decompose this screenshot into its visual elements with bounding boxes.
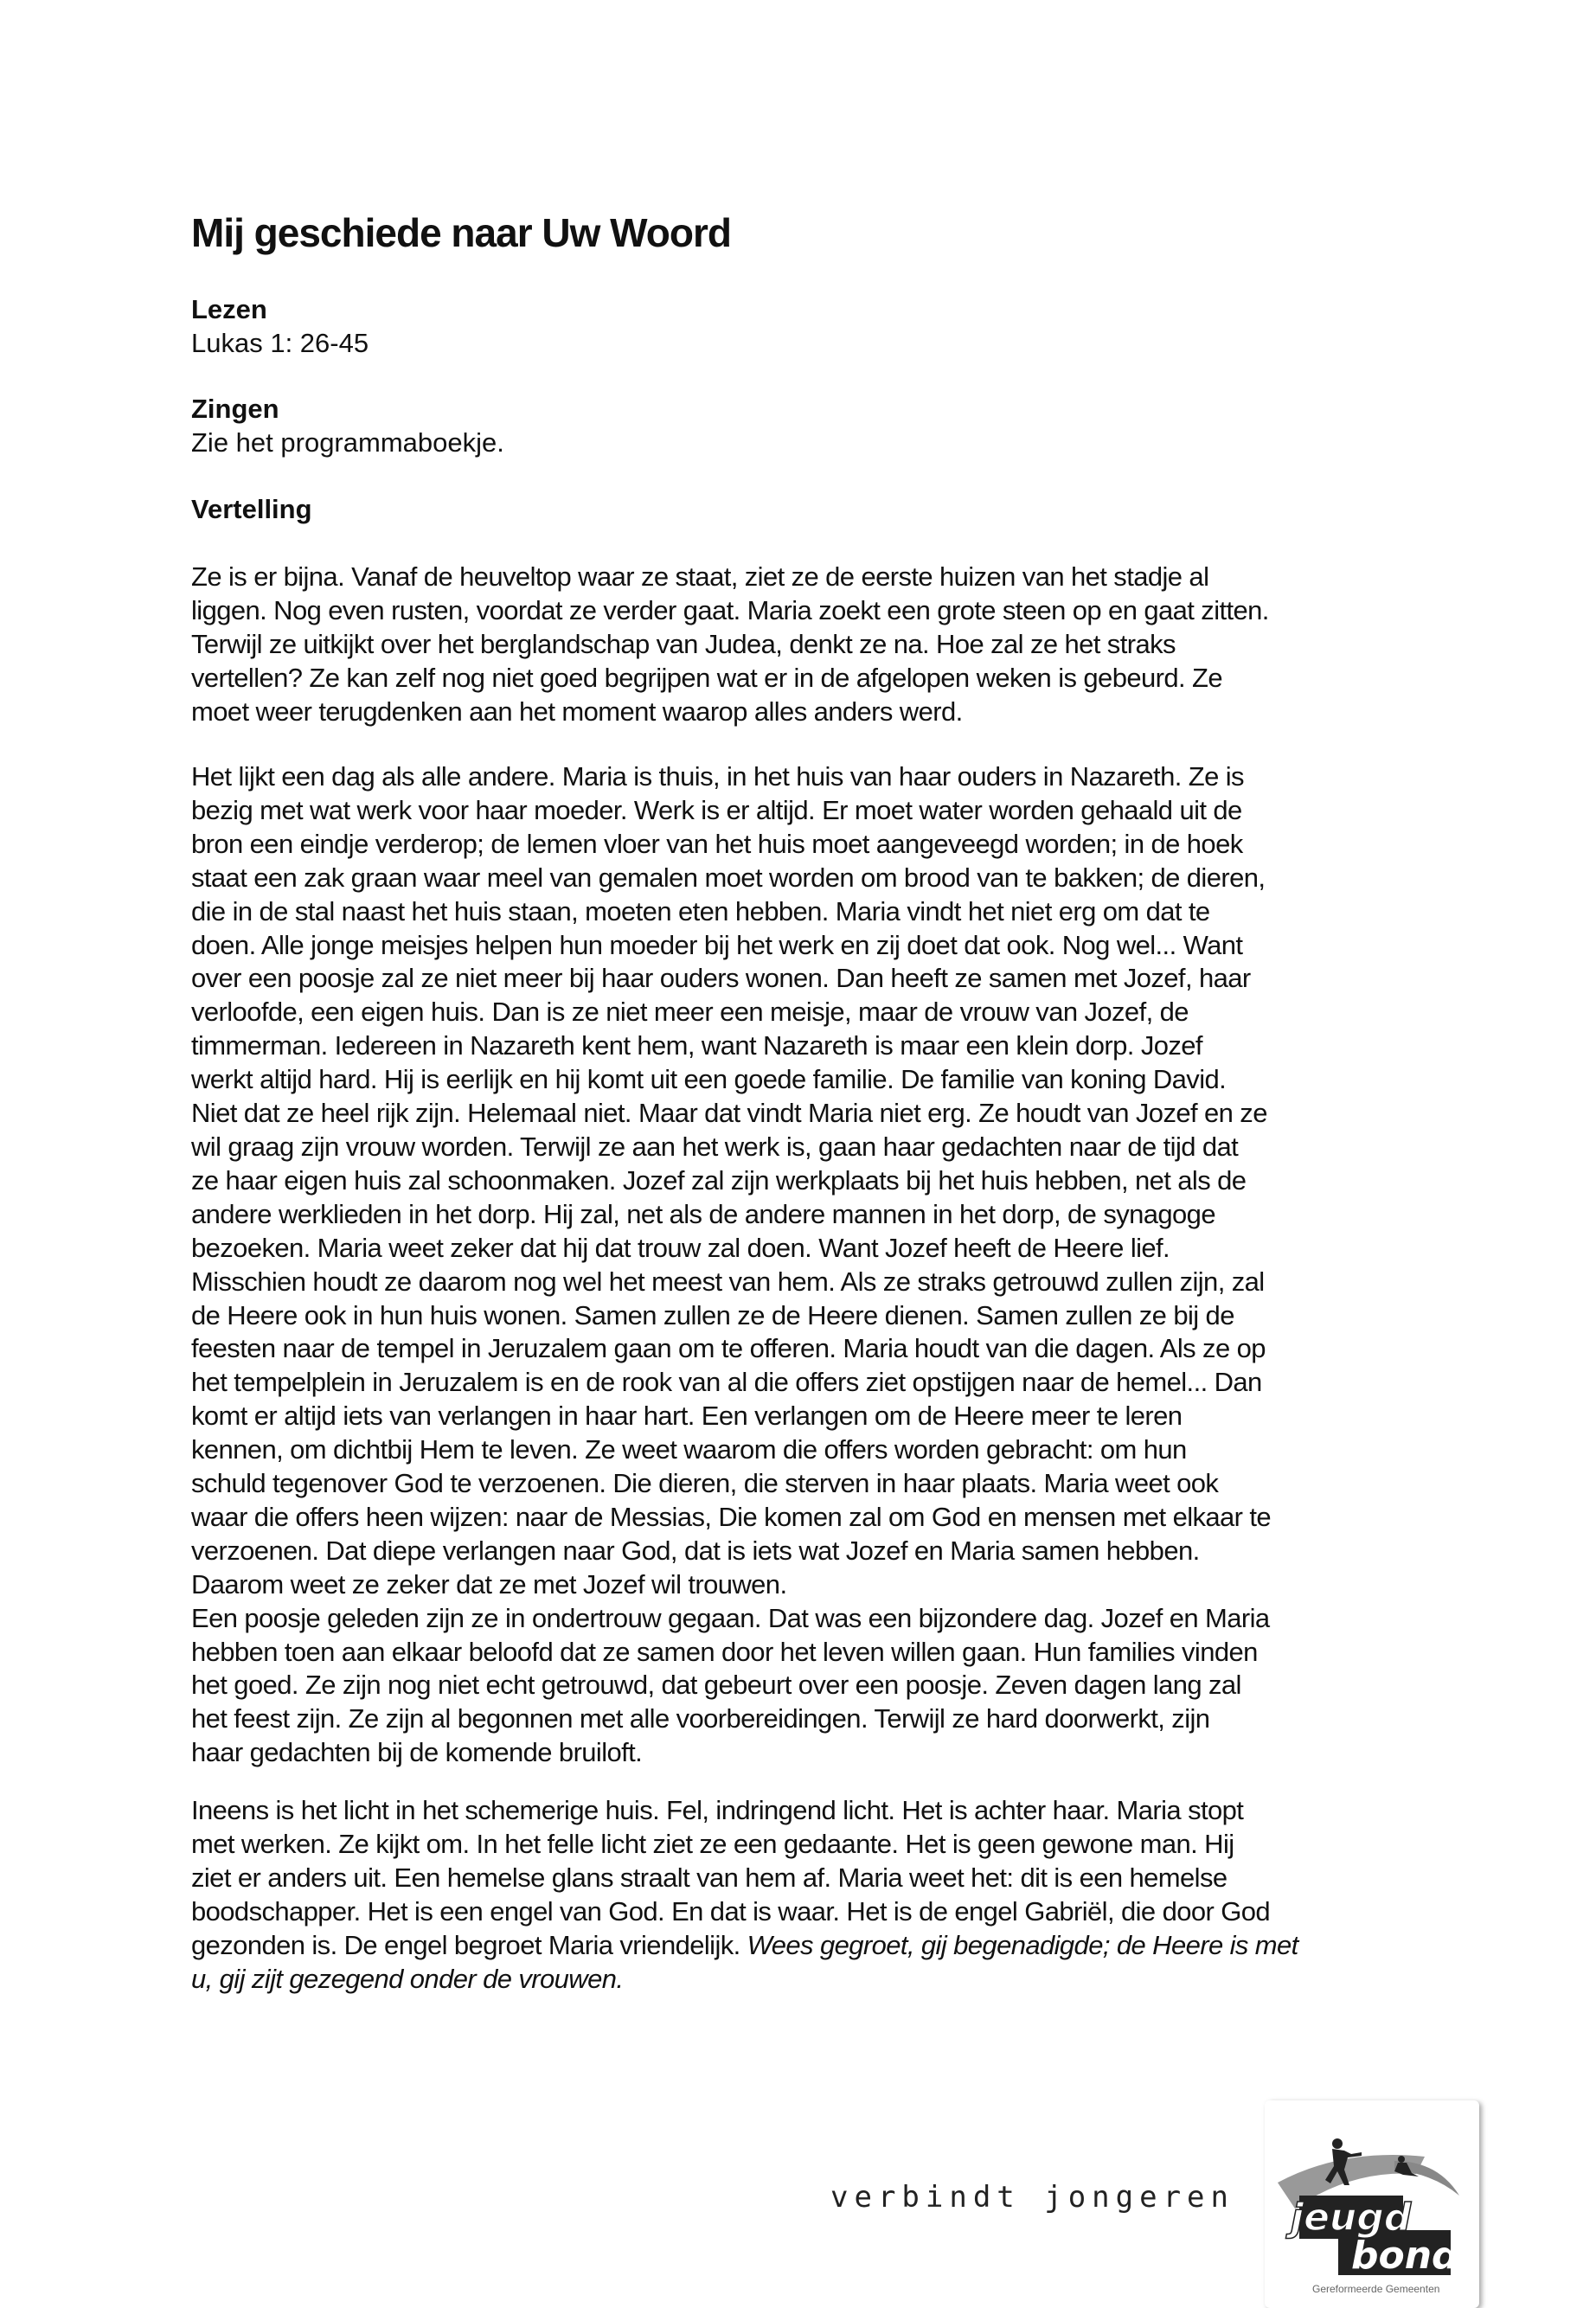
slogan: verbindt jongeren [830, 2180, 1234, 2215]
text-line: vertellen? Ze kan zelf nog niet goed begrijpen wat er in de afgelopen weken is gebeurd. Ze [191, 662, 1222, 693]
quote-text: Wees gegroet, gij begenadigde; de Heere is met [747, 1929, 1298, 1960]
text-line: ze haar eigen huis zal schoonmaken. Jozef zal zijn werkplaats bij het huis hebben, net als de [191, 1164, 1247, 1196]
paragraph-1 [191, 561, 1269, 729]
text-line: bron een eindje verderop; de lemen vloer van het huis moet aangeveegd worden; in de hoek [191, 828, 1243, 859]
text-line: Daarom weet ze zeker dat ze met Jozef wil trouwen. [191, 1568, 787, 1600]
text-line: het tempelplein in Jeruzalem is en de rook van al die offers ziet opstijgen naar de hemel... Dan [191, 1367, 1262, 1398]
text-line: Niet dat ze heel rijk zijn. Helemaal niet. Maar dat vindt Maria niet erg. Ze houdt van Jozef en ze [191, 1098, 1267, 1129]
text-line: Ze is er bijna. Vanaf de heuveltop waar ze staat, ziet ze de eerste huizen van het stadje al [191, 561, 1209, 592]
paragraph-3 [191, 1794, 1298, 1996]
text-line: doen. Alle jonge meisjes helpen hun moeder bij het werk en zij doet dat ook. Nog wel... Want [191, 929, 1243, 960]
paragraph-2 [191, 760, 1271, 1770]
logo-subtitle: Gereformeerde Gemeenten [1312, 2283, 1440, 2295]
text-line: schuld tegenover God te verzoenen. Die dieren, die sterven in haar plaats. Maria weet ook [191, 1468, 1219, 1499]
text-line: Een poosje geleden zijn ze in ondertrouw gegaan. Dat was een bijzondere dag. Jozef en Maria [191, 1602, 1270, 1633]
text-line: ziet er anders uit. Een hemelse glans straalt van hem af. Maria weet het: dit is een hemelse [191, 1862, 1227, 1893]
text-line: haar gedachten bij de komende bruiloft. [191, 1737, 643, 1768]
text-line: verzoenen. Dat diepe verlangen naar God, dat is iets wat Jozef en Maria samen hebben. [191, 1535, 1200, 1566]
text-line: staat een zak graan waar meel van gemalen moet worden om brood van te bakken; de dieren, [191, 862, 1266, 893]
text-line: waar die offers heen wijzen: naar de Messias, Die komen zal om God en mensen met elkaar te [191, 1501, 1272, 1532]
text-line [191, 1929, 1298, 1963]
text-line: moet weer terugdenken aan het moment waarop alles anders werd. [191, 696, 963, 727]
zingen-heading: Zingen [191, 394, 279, 424]
line-text: gezonden is. De engel begroet Maria vriendelijk. [191, 1929, 747, 1960]
text-line: bezoeken. Maria weet zeker dat hij dat trouw zal doen. Want Jozef heeft de Heere lief. [191, 1232, 1170, 1263]
zingen-text: Zie het programmaboekje. [191, 427, 504, 458]
text-line: liggen. Nog even rusten, voordat ze verder gaat. Maria zoekt een grote steen op en gaat zitten. [191, 594, 1269, 625]
text-line: bezig met wat werk voor haar moeder. Werk is er altijd. Er moet water worden gehaald uit de [191, 794, 1242, 825]
logo-graphic [1265, 2100, 1479, 2301]
text-line: boodschapper. Het is een engel van God. En dat is waar. Het is de engel Gabriël, die door God [191, 1895, 1271, 1927]
vertelling-heading: Vertelling [191, 494, 312, 524]
text-line: met werken. Ze kijkt om. In het felle licht ziet ze een gedaante. Het is geen gewone man. Hij [191, 1828, 1234, 1859]
text-line: Het lijkt een dag als alle andere. Maria is thuis, in het huis van haar ouders in Nazareth. Ze is [191, 761, 1244, 792]
logo-word-jeugd: jeugd [1291, 2196, 1412, 2240]
text-line: hebben toen aan elkaar beloofd dat ze samen door het leven willen gaan. Hun families vinden [191, 1636, 1258, 1667]
text-line: andere werklieden in het dorp. Hij zal, net als de andere mannen in het dorp, de synagoge [191, 1198, 1215, 1229]
quote-text: u, gij zijt gezegend onder de vrouwen. [191, 1963, 624, 1994]
lezen-heading: Lezen [191, 294, 267, 324]
text-line: wil graag zijn vrouw worden. Terwijl ze aan het werk is, gaan haar gedachten naar de tijd dat [191, 1131, 1239, 1162]
text-line: Misschien houdt ze daarom nog wel het meest van hem. Als ze straks getrouwd zullen zijn, zal [191, 1266, 1265, 1297]
text-line: feesten naar de tempel in Jeruzalem gaan om te offeren. Maria houdt van die dagen. Als ze op [191, 1333, 1266, 1364]
lezen-text: Lukas 1: 26-45 [191, 328, 369, 358]
text-line: Terwijl ze uitkijkt over het berglandschap van Judea, denkt ze na. Hoe zal ze het straks [191, 628, 1176, 659]
text-line: verloofde, een eigen huis. Dan is ze niet meer een meisje, maar de vrouw van Jozef, de [191, 997, 1189, 1028]
jeugdbond-logo [1265, 2100, 1479, 2308]
text-line: komt er altijd iets van verlangen in haar hart. Een verlangen om de Heere meer te leren [191, 1401, 1183, 1432]
page-title: Mij geschiede naar Uw Woord [191, 210, 731, 255]
logo-word-bond: bond [1351, 2234, 1459, 2278]
text-line: het goed. Ze zijn nog niet echt getrouwd, dat gebeurt over een poosje. Zeven dagen lang zal [191, 1670, 1241, 1701]
text-line: Ineens is het licht in het schemerige huis. Fel, indringend licht. Het is achter haar. Maria stopt [191, 1795, 1244, 1825]
text-line: het feest zijn. Ze zijn al begonnen met alle voorbereidingen. Terwijl ze hard doorwerkt, zijn [191, 1703, 1210, 1734]
text-line: de Heere ook in hun huis wonen. Samen zullen ze de Heere dienen. Samen zullen ze bij de [191, 1299, 1234, 1330]
text-line: werkt altijd hard. Hij is eerlijk en hij komt uit een goede familie. De familie van koning David. [191, 1064, 1227, 1095]
text-line: kennen, om dichtbij Hem te leven. Ze weet waarom die offers worden gebracht: om hun [191, 1434, 1187, 1465]
text-line: die in de stal naast het huis staan, moeten eten hebben. Maria vindt het niet erg om dat te [191, 895, 1210, 926]
text-line: over een poosje zal ze niet meer bij haar ouders wonen. Dan heeft ze samen met Jozef, haar [191, 963, 1251, 994]
text-line: timmerman. Iedereen in Nazareth kent hem, want Nazareth is maar een klein dorp. Jozef [191, 1030, 1202, 1061]
